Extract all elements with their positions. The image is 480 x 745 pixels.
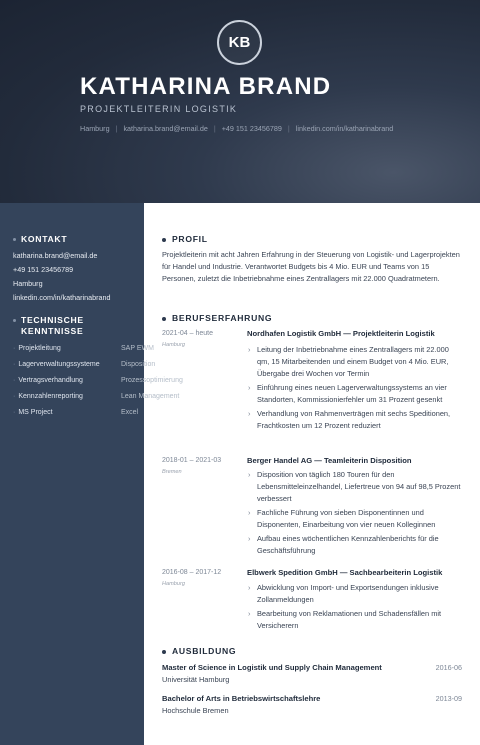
profile-summary: Projektleiterin mit acht Jahren Erfahrung in der Steuerung von Logistik- und Lagerprojekten für Handel und Industrie. Verantwortet Budgets bis 4 Mio. EUR und Teams von 15 Personen, zuletzt die Inbetriebnahme eines Zentrallagers mit 22.000 Quadratmetern. [162,250,460,283]
skill-item: Excel [121,409,139,416]
education-school: Universität Hamburg [162,675,230,684]
sidebar-phone[interactable]: +49 151 23456789 [13,265,74,274]
job-title: Berger Handel AG — Teamleiterin Disposition [247,456,412,465]
separator: | [213,124,216,133]
skills-heading: TECHNISCHE KENNTNISSE [13,315,84,337]
list-item: › Bearbeitung von Reklamationen und Schadensfällen mit Versicherern [247,608,463,632]
job-location: Hamburg [162,342,186,348]
education-heading: AUSBILDUNG [162,646,236,656]
list-item: › Fachliche Führung von sieben Disponentinnen und Disponenten, Einarbeitung von vier neuen Kolleginnen [247,507,463,531]
main-content [144,203,480,745]
sidebar-email[interactable]: katharina.brand@email.de [13,251,98,260]
job-date: 2018-01 – 2021-03 [162,457,222,464]
resume-header [0,0,480,203]
job-bullets [247,469,463,559]
skill-item: SAP EWM [121,345,154,352]
skill-item: · Lagerverwaltungssysteme [13,361,100,368]
candidate-name: KATHARINA BRAND [80,73,332,100]
education-school: Hochschule Bremen [162,706,229,715]
job-title: Elbwerk Spedition GmbH — Sachbearbeiterin Logistik [247,568,443,577]
list-item: › Leitung der Inbetriebnahme eines Zentrallagers mit 22.000 qm, 15 Mitarbeitenden und einem Budget von 4 Mio. EUR, Übergabe drei Wochen vor Termin [247,344,463,380]
bullet-dot-icon [162,317,166,321]
profile-heading: PROFIL [162,234,208,244]
header-linkedin[interactable]: linkedin.com/in/katharinabrand [295,124,394,133]
list-item: › Einführung eines neuen Lagerverwaltungssystems an vier Standorten, Kommissionierfehler um 31 Prozent gesenkt [247,382,463,406]
list-item: › Disposition von täglich 180 Touren für den Lebensmitteleinzelhandel, Liefertreue von 94 auf 98,5 Prozent verbessert [247,469,463,505]
job-date: 2021-04 – heute [162,330,213,337]
separator: | [115,124,118,133]
header-contact-line [80,124,393,133]
job-title: Nordhafen Logistik GmbH — Projektleiterin Logistik [247,329,435,338]
bullet-dot-icon [13,238,16,241]
skill-item: · Vertragsverhandlung [13,377,83,384]
header-phone[interactable]: +49 151 23456789 [221,124,282,133]
list-item: › Aufbau eines wöchentlichen Kennzahlenberichts für die Geschäftsführung [247,533,463,557]
skill-item: · Kennzahlenreporting [13,393,83,400]
bullet-dot-icon [13,319,16,322]
job-bullets [247,344,463,434]
education-degree: Master of Science in Logistik und Supply Chain Management [162,663,382,672]
education-degree: Bachelor of Arts in Betriebswirtschaftslehre [162,694,321,703]
skill-item: Prozessoptimierung [121,377,183,384]
list-item: › Verhandlung von Rahmenverträgen mit sechs Speditionen, Frachtkosten um 12 Prozent reduziert [247,408,463,432]
header-location: Hamburg [80,124,110,133]
sidebar-linkedin[interactable]: linkedin.com/in/katharinabrand [13,293,111,302]
bullet-dot-icon [162,238,166,242]
initials-avatar: KB [217,20,262,65]
job-date: 2016-08 – 2017-12 [162,569,222,576]
separator: | [287,124,290,133]
job-location: Hamburg [162,581,186,587]
skill-item: · Projektleitung [13,345,61,352]
list-item: › Abwicklung von Import- und Exportsendungen inklusive Zollanmeldungen [247,582,463,606]
job-title-subtitle: PROJEKTLEITERIN LOGISTIK [80,104,238,114]
job-bullets [247,582,463,634]
contact-heading: KONTAKT [13,234,67,245]
job-location: Bremen [162,469,182,475]
education-date: 2013-09 [435,694,462,703]
skill-item: Lean Management [121,393,180,400]
header-email[interactable]: katharina.brand@email.de [123,124,208,133]
skill-item: · MS Project [13,409,53,416]
bullet-dot-icon [162,650,166,654]
skill-item: Disposition [121,361,156,368]
experience-heading: BERUFSERFAHRUNG [162,313,272,323]
sidebar-location: Hamburg [13,279,43,288]
education-date: 2016-06 [435,663,462,672]
